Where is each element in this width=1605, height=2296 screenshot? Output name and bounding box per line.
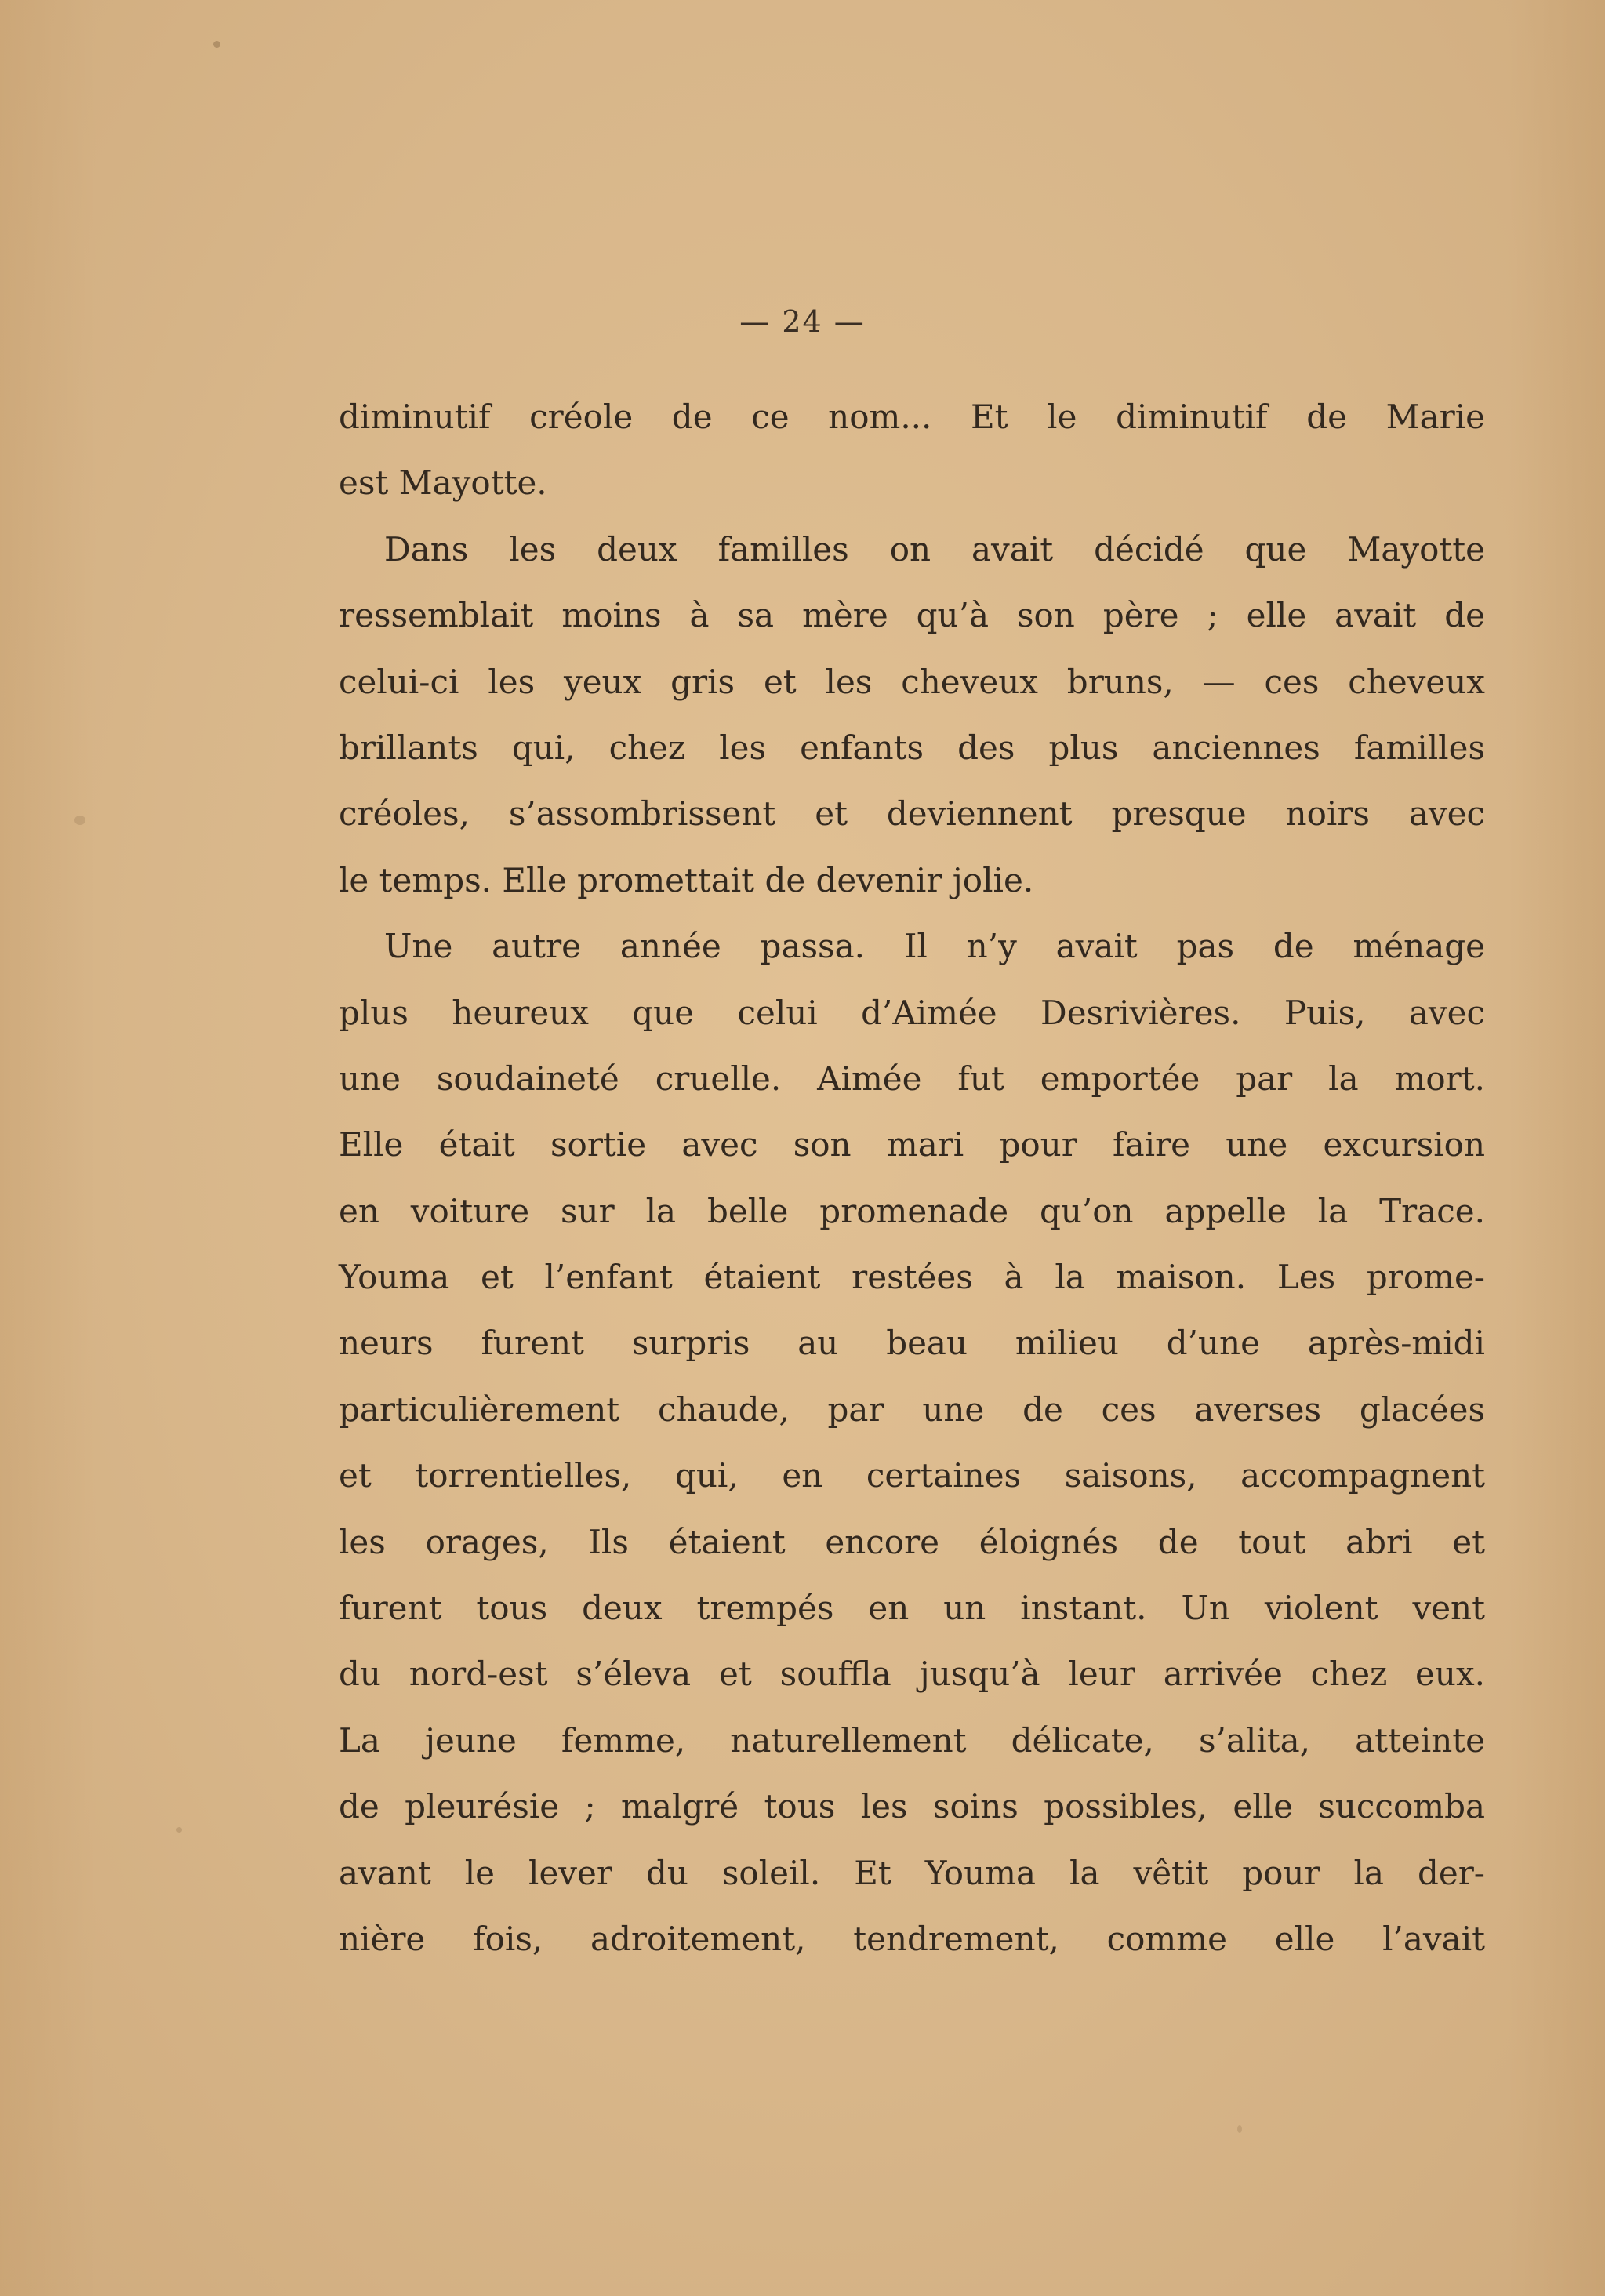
text-line: Youma et l’enfant étaient restées à la maison. Les prome-: [339, 1258, 1485, 1297]
text-line: diminutif créole de ce nom... Et le diminutif de Marie: [339, 398, 1485, 436]
text-line: neurs furent surpris au beau milieu d’une après-midi: [339, 1324, 1485, 1363]
text-line: brillants qui, chez les enfants des plus anciennes familles: [339, 728, 1485, 767]
paper-speck: [176, 1827, 182, 1833]
text-line: créoles, s’assombrissent et deviennent presque noirs avec: [339, 794, 1485, 834]
text-line: particulièrement chaude, par une de ces averses glacées: [339, 1390, 1485, 1429]
text-line: avant le lever du soleil. Et Youma la vêtit pour la der-: [339, 1853, 1485, 1892]
text-line: celui-ci les yeux gris et les cheveux bruns, — ces cheveux: [339, 662, 1485, 701]
text-line: de pleurésie ; malgré tous les soins possibles, elle succomba: [339, 1787, 1485, 1826]
text-line: ressemblait moins à sa mère qu’à son père ; elle avait de: [339, 596, 1485, 635]
text-line: du nord-est s’éleva et souffla jusqu’à leur arrivée chez eux.: [339, 1655, 1485, 1694]
paper-speck: [1237, 2125, 1242, 2133]
text-line: le temps. Elle promettait de devenir jolie.: [339, 860, 1034, 899]
text-line: une soudaineté cruelle. Aimée fut emportée par la mort.: [339, 1059, 1485, 1098]
text-line: furent tous deux trempés en un instant. Un violent vent: [339, 1589, 1485, 1628]
text-line: les orages, Ils étaient encore éloignés de tout abri et: [339, 1522, 1485, 1561]
paper-speck: [74, 816, 85, 825]
paper-speck: [213, 41, 220, 48]
text-line: plus heureux que celui d’Aimée Desrivières. Puis, avec: [339, 993, 1485, 1032]
text-line: Une autre année passa. Il n’y avait pas de ménage: [384, 927, 1485, 966]
text-line: est Mayotte.: [339, 463, 547, 503]
text-line: Elle était sortie avec son mari pour faire une excursion: [339, 1125, 1485, 1164]
text-line: La jeune femme, naturellement délicate, s’alita, atteinte: [339, 1720, 1485, 1760]
page-number: — 24 —: [739, 304, 866, 339]
text-line: nière fois, adroitement, tendrement, comme elle l’avait: [339, 1919, 1485, 1958]
text-line: en voiture sur la belle promenade qu’on appelle la Trace.: [339, 1191, 1485, 1230]
text-line: Dans les deux familles on avait décidé que Mayotte: [384, 529, 1485, 569]
body-text: [339, 384, 1485, 1972]
text-line: et torrentielles, qui, en certaines saisons, accompagnent: [339, 1456, 1485, 1495]
